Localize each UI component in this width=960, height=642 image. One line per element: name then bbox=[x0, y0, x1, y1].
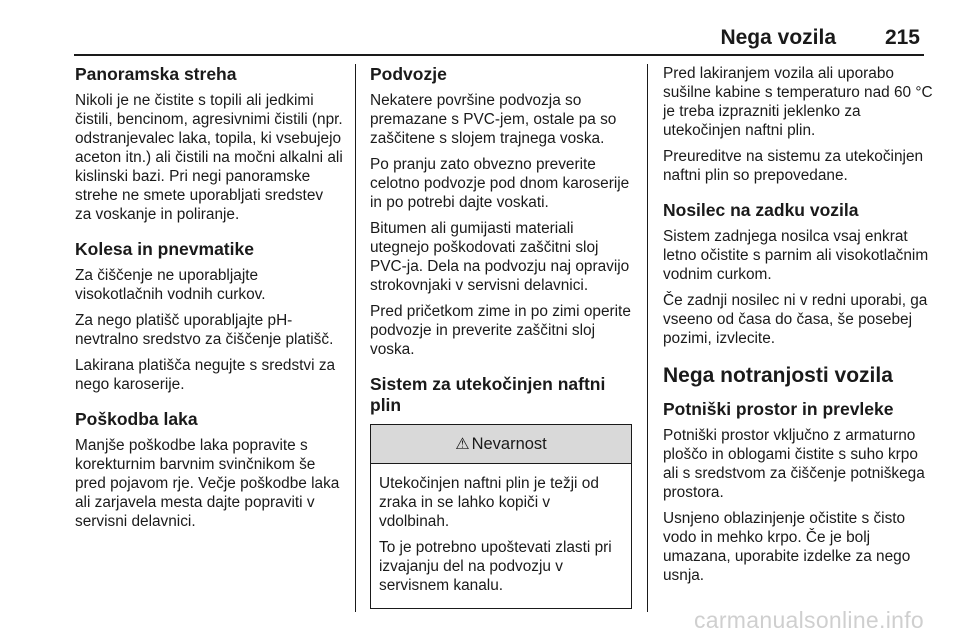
paragraph: Nekatere površine podvozja so premazane s PVC-jem, ostale pa so zaščitene s slojem trajnega voska. bbox=[370, 92, 617, 147]
paragraph: Sistem zadnjega nosilca vsaj enkrat letno očistite s parnim ali visokotlačnim vodnim curkom. bbox=[663, 228, 929, 283]
paragraph: Preureditve na sistemu za utekočinjen naftni plin so prepovedane. bbox=[663, 148, 924, 184]
column-middle bbox=[370, 64, 632, 609]
paragraph: Usnjeno oblazinjenje očistite s čisto vodo in mehko krpo. Če je bolj umazana, uporabite izdelke za nego usnja. bbox=[663, 510, 911, 584]
section-heading-underbody: Podvozje bbox=[370, 64, 447, 84]
paragraph: Za nego platišč uporabljajte pH-nevtralno sredstvo za čiščenje platišč. bbox=[75, 312, 334, 348]
chapter-heading-interior: Nega notranjosti vozila bbox=[663, 364, 893, 387]
paragraph: Pred lakiranjem vozila ali uporabo sušilne kabine s temperaturo nad 60 °C je treba izprazniti jeklenko za utekočinjen naftni plin. bbox=[663, 65, 933, 139]
paragraph: Utekočinjen naftni plin je težji od zraka in se lahko kopiči v vdolbinah. bbox=[379, 475, 599, 530]
paragraph: To je potrebno upoštevati zlasti pri izvajanju del na podvozju v servisnem kanalu. bbox=[379, 539, 612, 594]
paragraph: Manjše poškodbe laka popravite s korekturnim barvnim svinčnikom še pred pojavom rje. Večje poškodbe laka ali zarjavela mesta dajte popraviti v servisni delavnici. bbox=[75, 437, 340, 530]
section-heading-panorama: Panoramska streha bbox=[75, 64, 237, 84]
column-divider bbox=[355, 64, 356, 612]
paragraph: Nikoli je ne čistite s topili ali jedkimi čistili, bencinom, agresivnimi čistili (npr. odstranjevalec laka, topila, ki vsebujejo aceton itn.) ali čistili na močni alkalni ali kislinski bazi. Pri negi panoramske strehe ne smete uporabljati sredstev za voskanje in poliranje. bbox=[75, 92, 343, 223]
warning-body bbox=[371, 464, 631, 608]
warning-header bbox=[371, 425, 631, 464]
page-title: Nega vozila bbox=[720, 26, 836, 49]
page-number: 215 bbox=[884, 26, 920, 49]
warning-triangle-icon: ⚠ bbox=[455, 435, 470, 453]
section-heading-lpg: Sistem za utekočinjen naftni plin bbox=[370, 374, 606, 415]
section-heading-towbar: Nosilec na zadku vozila bbox=[663, 200, 859, 220]
column-divider bbox=[647, 64, 648, 612]
paragraph: Lakirana platišča negujte s sredstvi za nego karoserije. bbox=[75, 357, 336, 393]
paragraph: Pred pričetkom zime in po zimi operite podvozje in preverite zaščitni sloj voska. bbox=[370, 303, 631, 358]
warning-title: Nevarnost bbox=[471, 434, 547, 453]
watermark: carmanualsonline.info bbox=[693, 607, 924, 633]
section-heading-wheels: Kolesa in pnevmatike bbox=[75, 239, 254, 259]
column-left bbox=[75, 64, 343, 538]
warning-box bbox=[370, 424, 632, 609]
paragraph: Za čiščenje ne uporabljajte visokotlačnih vodnih curkov. bbox=[75, 267, 266, 303]
paragraph: Če zadnji nosilec ni v redni uporabi, ga vseeno od časa do časa, še posebej pozimi, izvlecite. bbox=[663, 292, 928, 347]
paragraph: Po pranju zato obvezno preverite celotno podvozje pod dnom karoserije in po potrebi dajte voskati. bbox=[370, 156, 630, 211]
page-header bbox=[74, 20, 924, 56]
column-right bbox=[663, 64, 933, 592]
paragraph: Bitumen ali gumijasti materiali utegnejo poškodovati zaščitni sloj PVC-ja. Dela na podvozju naj opravijo strokovnjaki v servisni delavnici. bbox=[370, 220, 630, 294]
paragraph: Potniški prostor vključno z armaturno ploščo in oblogami čistite s suho krpo ali s sredstvom za čiščenje potniškega prostora. bbox=[663, 427, 925, 501]
section-heading-paint: Poškodba laka bbox=[75, 409, 198, 429]
section-heading-passenger: Potniški prostor in prevleke bbox=[663, 399, 894, 419]
